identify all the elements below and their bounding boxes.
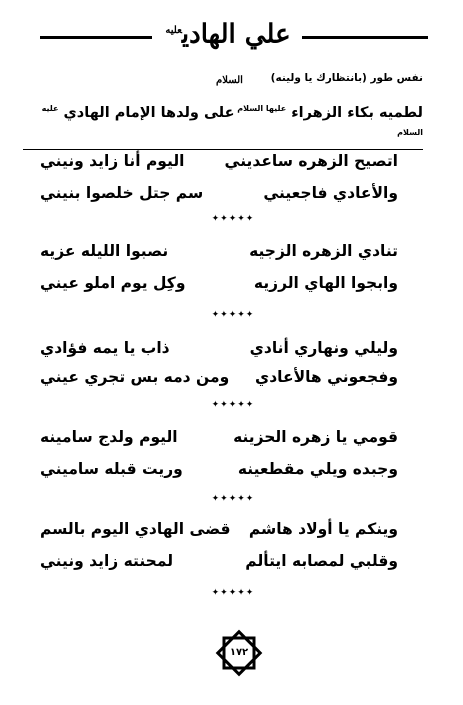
verse-3-1 (40, 335, 398, 361)
hemistich-right: وينكم يا أولاد هاشم (248, 520, 398, 538)
stanza-separator: ✦✦✦✦✦ (211, 494, 255, 504)
header-title-text: علي الهادي (181, 19, 291, 50)
tune-note: نفس طور (بانتظارك يا ولينه) (270, 72, 423, 84)
hemistich-left: لمحنته زايد ونيني (40, 552, 174, 570)
poem-title-text: لطميه بكاء الزهراء $^{عليها السلام}$ على ولدها الإمام الهادي $^{عليه السلام}$ (41, 104, 423, 137)
hemistich-right: والأعادي فاجعيني (263, 184, 398, 202)
hemistich-left: اليوم أنا زايد ونيني (40, 152, 185, 170)
hemistich-left: اليوم ولدج سامينه (40, 428, 178, 446)
hemistich-left: ومن دمه بس تجري عيني (40, 368, 230, 386)
verse-4-1 (40, 424, 398, 450)
honorific-hadi: عليه السلام (41, 104, 423, 137)
header-rule-left (40, 36, 152, 39)
hemistich-right: اتصيح الزهره ساعديني (224, 152, 398, 170)
hemistich-left: وكِل يوم املو عيني (40, 274, 186, 292)
hemistich-left: ذاب يا يمه فؤادي (40, 339, 170, 357)
verse-5-1 (40, 516, 398, 542)
poem-title (23, 99, 423, 150)
verse-2-1 (40, 238, 398, 264)
header-honorific: عليه السلام (165, 25, 243, 86)
hemistich-right: وجبده ويلي مقطعينه (237, 460, 398, 478)
hemistich-right: قومي يا زهره الحزينه (233, 428, 398, 446)
hemistich-right: وفجعوني هالأعادي (255, 368, 398, 386)
verse-4-2 (40, 456, 398, 482)
page-number: ١٧٢ (229, 647, 249, 658)
hemistich-right: وليلي ونهاري أنادي (249, 339, 398, 357)
verse-1-1 (40, 148, 398, 174)
hemistich-left: قضى الهادي اليوم بالسم (40, 520, 231, 538)
stanza-separator: ✦✦✦✦✦ (211, 400, 255, 410)
header-title (156, 8, 300, 86)
verse-5-2 (40, 548, 398, 574)
hemistich-left: وريت قبله ساميني (40, 460, 183, 478)
verse-2-2 (40, 270, 398, 296)
stanza-separator: ✦✦✦✦✦ (211, 588, 255, 598)
hemistich-left: نصبوا الليله عزيه (40, 242, 169, 260)
honorific-zahra: عليها السلام (234, 104, 287, 113)
hemistich-right: وابجوا الهاي الرزيه (253, 274, 398, 292)
stanza-separator: ✦✦✦✦✦ (211, 214, 255, 224)
hemistich-left: سم جتل خلصوا بنيني (40, 184, 204, 202)
header-rule-right (302, 36, 428, 39)
hemistich-right: تنادي الزهره الزجيه (249, 242, 398, 260)
verse-3-2 (40, 364, 398, 390)
verse-1-2 (40, 180, 398, 206)
stanza-separator: ✦✦✦✦✦ (211, 310, 255, 320)
hemistich-right: وقلبي لمصابه ايتألم (245, 552, 398, 570)
